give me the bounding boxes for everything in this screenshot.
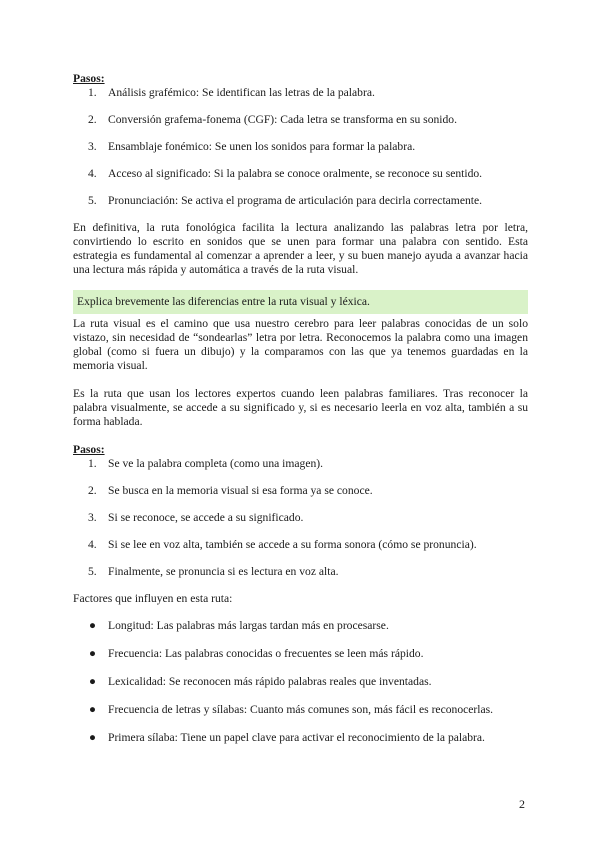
list-item	[73, 619, 528, 633]
step-text: Se ve la palabra completa (como una imagen).	[108, 457, 324, 470]
bullet-icon: ●	[89, 619, 97, 632]
list-item	[73, 484, 528, 498]
factor-text: Frecuencia: Las palabras conocidas o frecuentes se leen más rápido.	[108, 647, 424, 660]
step-number: 4.	[88, 167, 97, 180]
step-text: Si se lee en voz alta, también se accede a su forma sonora (cómo se pronuncia).	[108, 538, 477, 551]
list-item	[73, 167, 528, 181]
question-highlight: Explica brevemente las diferencias entre la ruta visual y léxica.	[73, 290, 528, 314]
steps-heading-2: Pasos:	[73, 443, 105, 456]
expert-readers-paragraph: Es la ruta que usan los lectores expertos cuando leen palabras familiares. Tras reconocer la palabra visualmente, se accede a su significado y, si es necesario leerla en voz alta, también a su forma hablada.	[73, 387, 528, 428]
bullet-icon: ●	[89, 703, 97, 716]
step-number: 3.	[88, 140, 97, 153]
factor-text: Longitud: Las palabras más largas tardan más en procesarse.	[108, 619, 389, 632]
step-number: 1.	[88, 457, 97, 470]
bullet-icon: ●	[89, 731, 97, 744]
list-item	[73, 113, 528, 127]
factors-title: Factores que influyen en esta ruta:	[73, 592, 233, 605]
step-text: Conversión grafema-fonema (CGF): Cada letra se transforma en su sonido.	[108, 113, 458, 126]
summary-paragraph: En definitiva, la ruta fonológica facilita la lectura analizando las palabras letra por letra, convirtiendo lo escrito en sonidos que se unen para formar una palabra con sentido. Esta estrategia es fundamental al comenzar a aprender a leer, y su buen manejo ayuda a avanzar hacia una lectura más rápida y automática a través de la ruta visual.	[73, 221, 528, 276]
list-item	[73, 194, 528, 208]
list-item	[73, 538, 528, 552]
list-item	[73, 731, 528, 745]
factors-list	[73, 619, 528, 745]
step-number: 1.	[88, 86, 97, 99]
list-item	[73, 457, 528, 471]
bullet-icon: ●	[89, 675, 97, 688]
step-text: Pronunciación: Se activa el programa de articulación para decirla correctamente.	[108, 194, 483, 207]
factor-text: Primera sílaba: Tiene un papel clave para activar el reconocimiento de la palabra.	[108, 731, 485, 744]
step-text: Acceso al significado: Si la palabra se conoce oralmente, se reconoce su sentido.	[108, 167, 483, 180]
bullet-icon: ●	[89, 647, 97, 660]
list-item	[73, 140, 528, 154]
visual-route-paragraph: La ruta visual es el camino que usa nuestro cerebro para leer palabras conocidas de un solo vistazo, sin necesidad de “sondearlas” letra por letra. Reconocemos la palabra como una imagen global (como si fuera un dibujo) y la comparamos con las que ya tenemos guardadas en la memoria visual.	[73, 317, 528, 372]
list-item	[73, 703, 528, 717]
step-number: 2.	[88, 113, 97, 126]
steps-list-1	[73, 86, 528, 208]
list-item	[73, 647, 528, 661]
step-text: Se busca en la memoria visual si esa forma ya se conoce.	[108, 484, 373, 497]
step-number: 5.	[88, 565, 97, 578]
step-number: 4.	[88, 538, 97, 551]
step-number: 5.	[88, 194, 97, 207]
step-text: Análisis grafémico: Se identifican las letras de la palabra.	[108, 86, 375, 99]
list-item	[73, 565, 528, 579]
document-page	[73, 72, 528, 759]
page-number: 2	[519, 797, 525, 811]
step-number: 3.	[88, 511, 97, 524]
list-item	[73, 511, 528, 525]
steps-heading-1: Pasos:	[73, 72, 105, 85]
list-item	[73, 675, 528, 689]
step-number: 2.	[88, 484, 97, 497]
step-text: Ensamblaje fonémico: Se unen los sonidos para formar la palabra.	[108, 140, 416, 153]
step-text: Si se reconoce, se accede a su significado.	[108, 511, 304, 524]
factor-text: Lexicalidad: Se reconocen más rápido palabras reales que inventadas.	[108, 675, 432, 688]
step-text: Finalmente, se pronuncia si es lectura en voz alta.	[108, 565, 339, 578]
steps-list-2	[73, 457, 528, 579]
factor-text: Frecuencia de letras y sílabas: Cuanto más comunes son, más fácil es reconocerlas.	[108, 703, 494, 716]
list-item	[73, 86, 528, 100]
